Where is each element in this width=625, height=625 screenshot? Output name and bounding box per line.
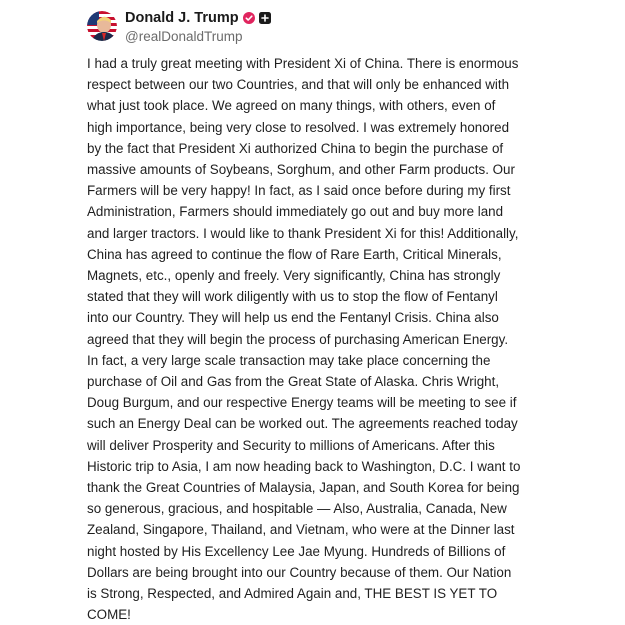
post-body-line: thank the Great Countries of Malaysia, Japan, and South Korea for being [87,480,520,496]
author-names [125,9,271,44]
post-body-line: Historic trip to Asia, I am now heading back to Washington, D.C. I want to [87,458,521,474]
avatar[interactable] [87,11,117,41]
post-body-line: purchase of Oil and Gas from the Great State of Alaska. Chris Wright, [87,374,500,390]
post-body-line: Doug Burgum, and our respective Energy teams will be meeting to see if [87,395,517,411]
post-body-line: respect between our two Countries, and that will only be enhanced with [87,77,510,93]
post-body-line: Dollars are being brought into our Country because of them. Our Nation [87,564,512,580]
plus-icon[interactable] [259,12,271,24]
post-body-line: Administration, Farmers should immediately go out and buy more land [87,204,504,220]
post-body-line: will deliver Prosperity and Security to millions of Americans. After this [87,437,495,453]
post-body-line: massive amounts of Soybeans, Sorghum, and other Farm products. Our [87,162,515,178]
post-body-line: into our Country. They will help us end the Fentanyl Crisis. China also [87,310,499,326]
post-body-line: what just took place. We agreed on many things, with others, even of [87,98,496,114]
post-body-line: China has agreed to continue the flow of Rare Earth, Critical Minerals, [87,246,502,262]
author-display-name[interactable]: Donald J. Trump [125,9,239,26]
post-body-line: by the fact that President Xi authorized China to begin the purchase of [87,140,504,156]
author-handle[interactable]: @realDonaldTrump [125,28,243,44]
post-body-line: In fact, a very large scale transaction may take place concerning the [87,352,491,368]
post-body-line: Magnets, etc., openly and freely. Very significantly, China has strongly [87,268,501,284]
post-body-line: night hosted by His Excellency Lee Jae Myung. Hundreds of Billions of [87,543,506,559]
post-body-line: such an Energy Deal can be worked out. The agreements reached today [87,416,518,432]
verified-badge-icon [243,12,255,24]
post-header [87,8,271,44]
post-body-line: is Strong, Respected, and Admired Again and, THE BEST IS YET TO [87,586,498,602]
post-body-line: stated that they will work diligently with us to stop the flow of Fentanyl [87,289,498,305]
post-body [87,53,547,625]
post-body-line: COME! [87,607,131,623]
post-body-line: and larger tractors. I would like to thank President Xi for this! Additionally, [87,225,519,241]
post-body-line: high importance, being very close to resolved. I was extremely honored [87,119,510,135]
avatar-flag-portrait-icon [87,11,117,41]
post-body-line: agreed that they will begin the process of purchasing American Energy. [87,331,509,347]
post-body-line: Zealand, Singapore, Thailand, and Vietnam, who were at the Dinner last [87,522,515,538]
author-name-row [125,9,271,27]
post-body-line: Farmers will be very happy! In fact, as I said once before during my first [87,183,511,199]
post-body-line: I had a truly great meeting with President Xi of China. There is enormous [87,56,519,71]
post-body-line: so generous, gracious, and hospitable — Also, Australia, Canada, New [87,501,507,517]
